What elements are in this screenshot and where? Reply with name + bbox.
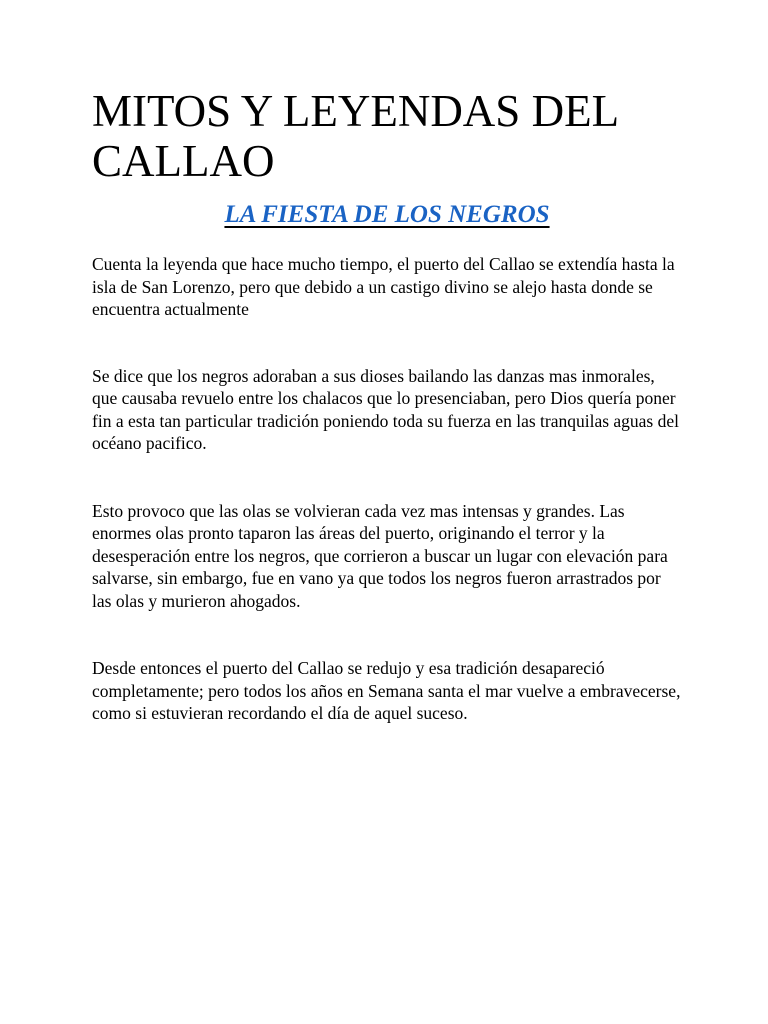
document-subtitle [92,198,682,232]
document-page [92,86,682,725]
subtitle-link[interactable]: LA FIESTA DE LOS NEGROS [224,201,550,228]
paragraph-3: Esto provoco que las olas se volvieran cada vez mas intensas y grandes. Las enormes olas pronto taparon las áreas del puerto, originando el terror y la desesperación entre los negros, que corrieron a buscar un lugar con elevación para salvarse, sin embargo, fue en vano ya que todos los negros fueron arrastrados por las olas y murieron ahogados. [92,500,668,611]
paragraph-2: Se dice que los negros adoraban a sus dioses bailando las danzas mas inmorales, que causaba revuelo entre los chalacos que lo presenciaban, pero Dios quería poner fin a esta tan particular tradición poniendo toda su fuerza en las tranquilas aguas del océano pacifico. [92,365,680,453]
document-title: MITOS Y LEYENDAS DEL CALLAO [92,86,618,186]
paragraph-4: Desde entonces el puerto del Callao se redujo y esa tradición desapareció completamente; pero todos los años en Semana santa el mar vuelve a embravecerse, como si estuvieran recordando el día de aquel suceso. [92,658,681,723]
paragraph-1: Cuenta la leyenda que hace mucho tiempo, el puerto del Callao se extendía hasta la isla de San Lorenzo, pero que debido a un castigo divino se alejo hasta donde se encuentra actualmente [92,254,675,319]
